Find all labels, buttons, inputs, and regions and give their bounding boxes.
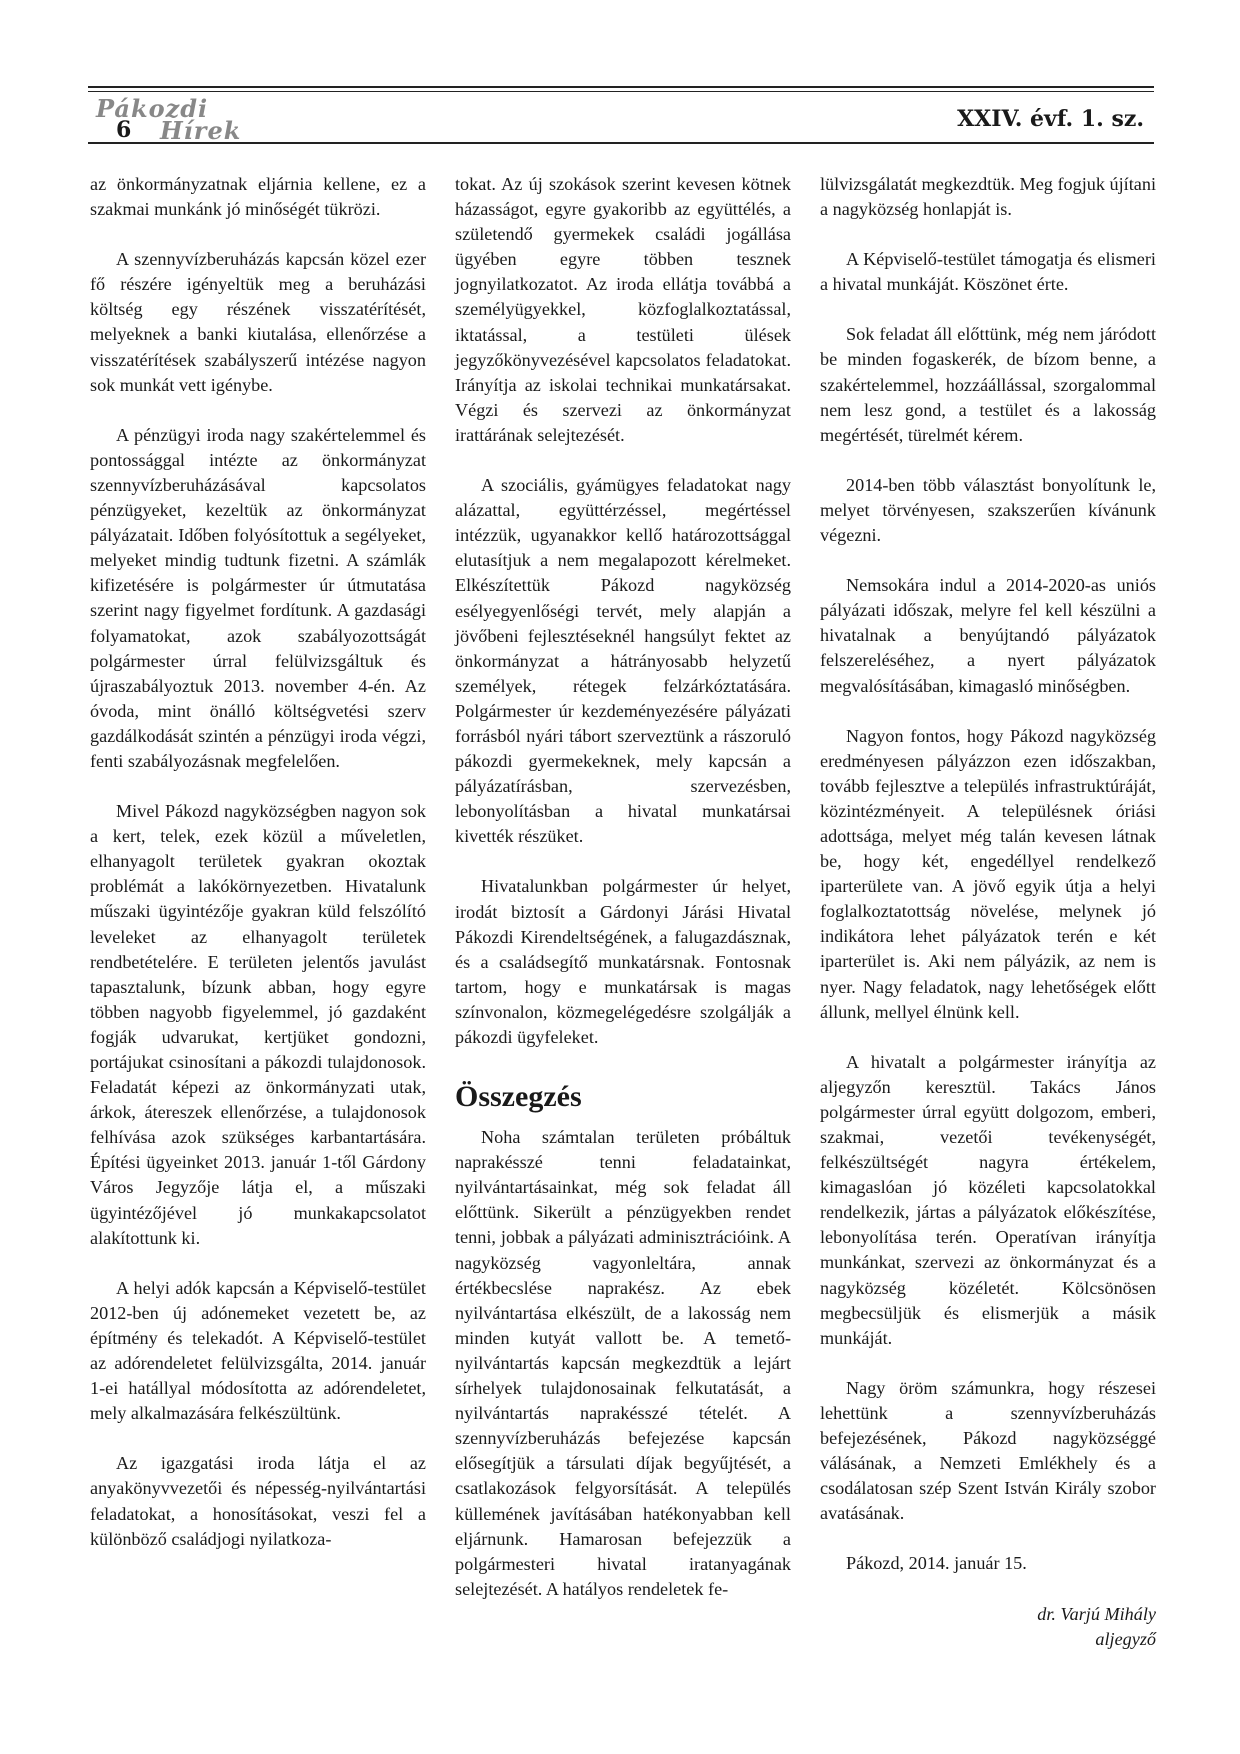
- column-3: [820, 172, 1156, 1652]
- paragraph: lülvizsgálatát megkezdtük. Meg fogjuk újítani a nagyközség honlapját is.: [820, 174, 1156, 220]
- header-rule-bottom: [88, 142, 1154, 144]
- paragraph: az önkormányzatnak eljárnia kellene, ez a szakmai munkánk jó minőségét tükrözi.: [90, 174, 426, 220]
- column-2: [455, 172, 791, 1627]
- dateline: Pákozd, 2014. január 15.: [846, 1553, 1027, 1574]
- header-rule-top: [88, 86, 1154, 88]
- paragraph: A helyi adók kapcsán a Képviselő-testület 2012-ben új adónemeket vezetett be, az építmény és telekadót. A Képviselő-testület az adórendeletet felülvizsgálta, 2014. január 1-ei hatállyal módosította az adórendeletet, mely alkalmazására felkészültünk.: [90, 1277, 426, 1424]
- paragraph: tokat. Az új szokások szerint kevesen kötnek házasságot, egyre gyakoribb az együttélés, a születendő gyermekek családi jogállása ügyében egyre többen tesznek jognyilatkozatot. Az iroda ellátja továbbá a személyügyekkel, közfoglalkoztatással, iktatással, a testületi ülések jegyzőkönyvezésével kapcsolatos feladatokat. Irányítja az iskolai technikai munkatársakat. Végzi és szervezi az önkormányzat irattárának selejtezését.: [455, 174, 791, 445]
- paragraph: Nemsokára indul a 2014-2020-as uniós pályázati időszak, melyre fel kell készülni a hivatalnak a benyújtandó pályázatok felszereléséhez, a nyert pályázatok megvalósításában, kimagasló minőségben.: [820, 575, 1156, 696]
- signature-block: [820, 1602, 1156, 1652]
- paragraph: A Képviselő-testület támogatja és elismeri a hivatal munkáját. Köszönet érte.: [820, 249, 1156, 295]
- paragraph: A szociális, gyámügyes feladatokat nagy alázattal, együttérzéssel, megértéssel intézzük, ugyanakkor kellő határozottsággal elutasítjuk a nem megalapozott kérelmeket. Elkészítettük Pákozd nagyközség esélyegyenlőségi tervét, mely alapján a jövőbeni fejlesztéseknél hangsúlyt fektet az önkormányzat a hátrányosabb helyzetű személyek, rétegek felzárkóztatására. Polgármester úr kezdeményezésére pályázati forrásból nyári tábort szerveztünk a rászoruló pákozdi gyermekeknek, mely kapcsán a pályázatírásban, szervezésben, lebonyolításban a hivatal munkatársai kivették részüket.: [455, 475, 791, 847]
- page-number: 6: [116, 117, 132, 143]
- paragraph: Hivatalunkban polgármester úr helyet, irodát biztosít a Gárdonyi Járási Hivatal Pákozdi Kirendeltségének, a falugazdásznak, és a családsegítő munkatársnak. Fontosnak tartom, hogy e munkatársak is magas színvonalon, közmegelégedésre szolgálják a pákozdi ügyfeleket.: [455, 876, 791, 1047]
- paragraph: Sok feladat áll előttünk, még nem járódott be minden fogaskerék, de bízom benne, a szakértelemmel, hozzáállással, szorgalommal nem lesz gond, a testület és a lakosság megértését, türelmét kérem.: [820, 324, 1156, 445]
- signature-title: aljegyző: [1095, 1628, 1156, 1649]
- header-rule-top-thin: [88, 91, 1154, 92]
- signature-name: dr. Varjú Mihály: [1037, 1603, 1156, 1624]
- paragraph: Nagy öröm számunkra, hogy részesei lehettünk a szennyvízberuházás befejezésének, Pákozd nagyközséggé válásának, a Nemzeti Emlékhely és a csodálatosan szép Szent István Király szobor avatásának.: [820, 1377, 1156, 1524]
- paragraph: Nagyon fontos, hogy Pákozd nagyközség eredményesen pályázzon ezen időszakban, tovább fejlesztve a település infrastruktúráját, közintézményeit. A településnek óriási adottsága, melyet még talán kevesen látnak be, hogy két, engedéllyel rendelkező iparterülete van. A jövő egyik útja a helyi foglalkoztatottság növelése, melynek jó indikátora lehet pályázatok terén e két iparterület is. Aki nem pályázik, az nem is nyer. Nagy feladatok, nagy lehetőségek előtt állunk, mellyel élnünk kell.: [820, 725, 1156, 1022]
- column-1: [90, 172, 426, 1577]
- paragraph: A szennyvízberuházás kapcsán közel ezer fő részére igényeltük meg a beruházási költség egy részének visszatérítését, melyeknek a banki kiutalása, ellenőrzése a visszatérítések szabályszerű intézése nagyon sok munkát vett igénybe.: [90, 249, 426, 395]
- paragraph: A hivatalt a polgármester irányítja az aljegyzőn keresztül. Takács János polgármester úrral együtt dolgozom, emberi, szakmai, vezetői tevékenységét, felkészültségét nagyra értékelem, kimagaslóan jó közéleti kapcsolatokkal rendelkezik, jártas a pályázatok előkészítése, lebonyolítása terén. Operatívan irányítja munkánkat, szervezi az önkormányzat és a nagyközség közéletét. Kölcsönösen megbecsüljük és elismerjük a másik munkáját.: [820, 1051, 1156, 1348]
- paragraph: Mivel Pákozd nagyközségben nagyon sok a kert, telek, ezek közül a műveletlen, elhanyagolt területek gyakran okoztak problémát a lakókörnyezetben. Hivatalunk műszaki ügyintézője gyakran küld felszólító leveleket az elhanyagolt területek rendbetételére. E területen jelentős javulást tapasztalunk, bízunk abban, hogy egyre többen nagyobb figyelemmel, jó gazdaként fogják udvarukat, kertjüket gondozni, portájukat csinosítani a pákozdi tulajdonosok. Feladatát képezi az önkormányzati utak, árkok, átereszek ellenőrzése, a tulajdonosok felhívása azok szükséges karbantartására. Építési ügyeinket 2013. január 1-től Gárdony Város Jegyzője látja el, a műszaki ügyintézőjével jó munkakapcsolatot alakítottunk ki.: [90, 801, 426, 1248]
- issue-label: XXIV. évf. 1. sz.: [957, 106, 1144, 132]
- section-heading: Összegzés: [455, 1080, 582, 1114]
- logo-line-1: Pákozdi: [96, 94, 209, 123]
- paragraph: Az igazgatási iroda látja el az anyakönyvvezetői és népesség-nyilvántartási feladatokat, a honosításokat, veszi fel a különböző családjogi nyilatkoza-: [90, 1453, 426, 1549]
- paragraph: A pénzügyi iroda nagy szakértelemmel és pontossággal intézte az önkormányzat szennyvízberuházásával kapcsolatos pénzügyeket, kezeltük az önkormányzat pályázatait. Időben folyósítottuk a segélyeket, melyeket mindig tudtunk fizetni. A számlák kifizetésére is polgármester úr útmutatása szerint nagy figyelmet fordítunk. A gazdasági folyamatokat, azok szabályozottságát polgármester úrral felülvizsgáltuk és újraszabályoztuk 2013. november 4-én. Az óvoda, mint önálló költségvetési szerv gazdálkodását szintén a pénzügyi iroda végzi, fenti szabályozásnak megfelelően.: [90, 424, 426, 771]
- paragraph: Noha számtalan területen próbáltuk naprakésszé tenni feladatainkat, nyilvántartásainkat, még sok feladat áll előttünk. Sikerült a pénzügyekben rendet tenni, jobbak a pályázati adminisztrációink. A nagyközség vagyonleltára, annak értékbecslése naprakész. Az ebek nyilvántartása elkészült, de a lakosság nem minden kutyát vallott be. A temető-nyilvántartás kapcsán megkezdtük a lejárt sírhelyek tulajdonosainak felkutatását, a nyilvántartás naprakésszé tételét. A szennyvízberuházás befejezése kapcsán elősegítjük a társulati díjak begyűjtését, a csatlakozások felgyorsítását. A település küllemének javításában hatékonyabban kell eljárnunk. Hamarosan befejezzük a polgármesteri hivatal iratanyagának selejtezését. A hatályos rendeletek fe-: [455, 1127, 791, 1599]
- paragraph: 2014-ben több választást bonyolítunk le, melyet törvényesen, szakszerűen kívánunk végezni.: [820, 474, 1156, 546]
- logo-line-2: Hírek: [160, 116, 242, 145]
